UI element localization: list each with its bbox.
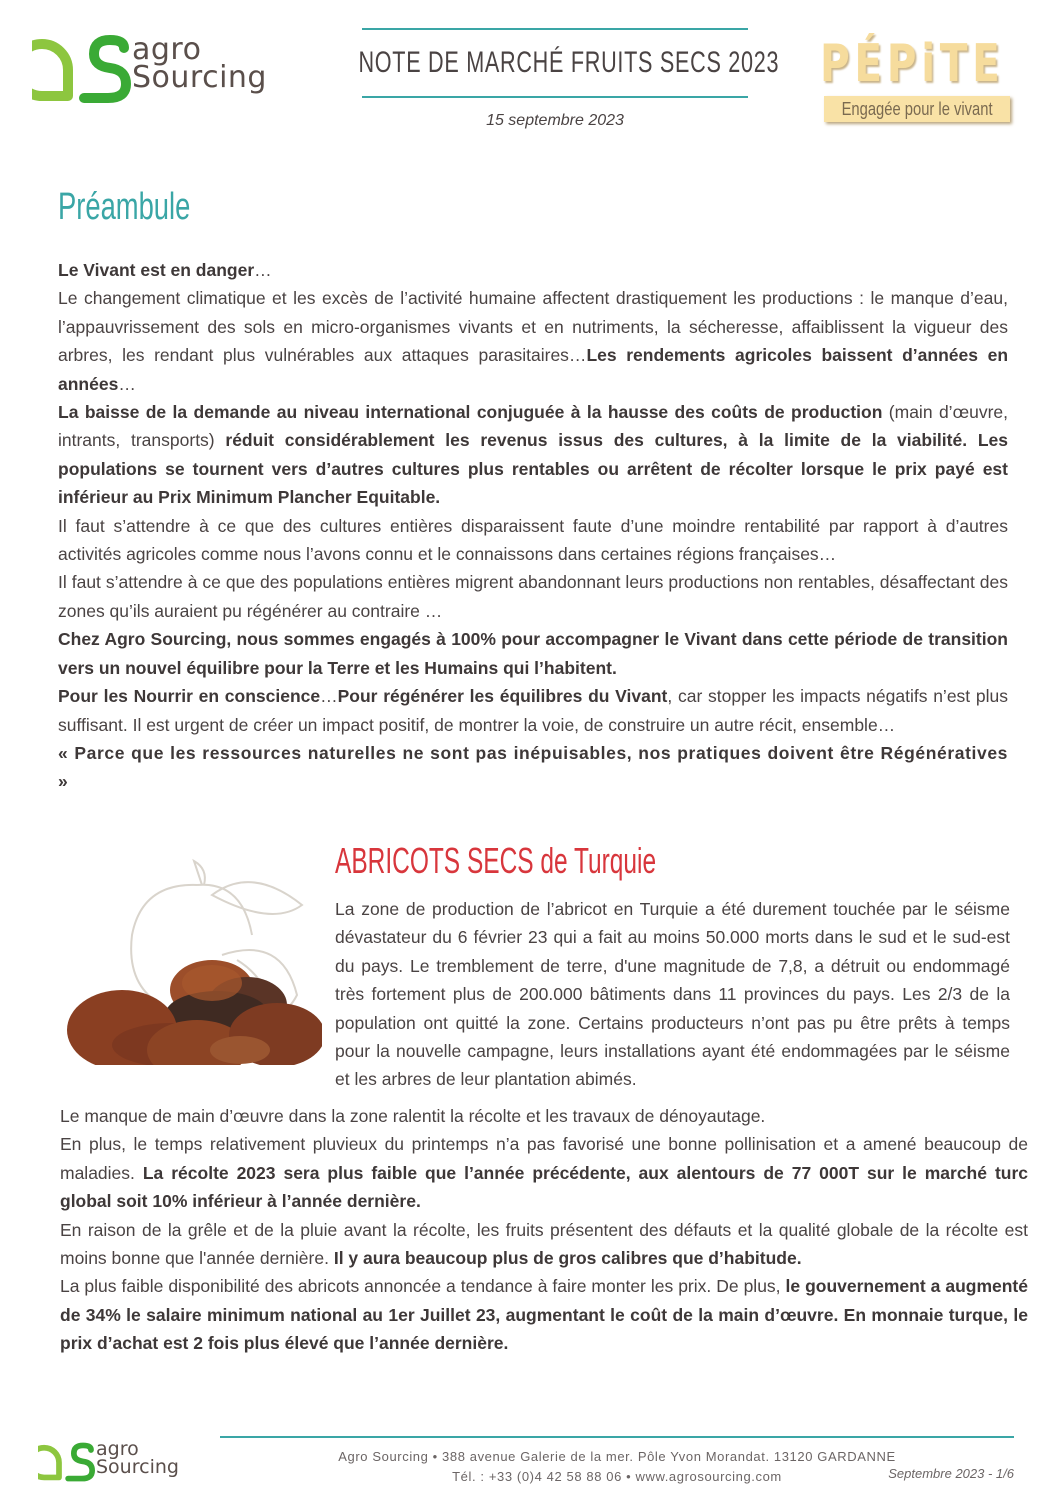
footer-page-number: Septembre 2023 - 1/6 [888,1466,1014,1481]
dried-apricots-image [62,855,322,1065]
text: La plus faible disponibilité des abricots annoncée a tendance à faire monter les prix. De plus, [60,1276,786,1297]
bold-text: Il y aura beaucoup plus de gros calibres que d’habitude. [333,1248,802,1269]
section-heading-preambule: Préambule [58,186,191,228]
quote-paragraph [58,739,1008,796]
title-top-rule [362,28,748,30]
bold-text: réduit considérablement les revenus issus des cultures, à la limite de la viabilité. Les populations se tournent vers d’autres cultures plus rentables ou arrêtent de récolter lorsque le prix payé est inférieur au Prix Minimum Plancher Equitable. [58,430,1008,508]
paragraph [58,625,1008,682]
footer-contact: Tél. : +33 (0)4 42 58 88 06 • www.agrosourcing.com [452,1469,782,1484]
paragraph [60,1216,1028,1273]
text: , car stopper les impacts négatifs n’est plus suffisant. Il est urgent de créer un impact positif, de montrer la voie, de construire un autre récit, ensemble… [58,686,1008,735]
footer-address: Agro Sourcing • 388 avenue Galerie de la mer. Pôle Yvon Morandat. 13120 GARDANNE [338,1449,896,1464]
logo-line1: agro [132,32,202,67]
paragraph: Il faut s’attendre à ce que des cultures entières disparaissent faute d’une moindre rentabilité par rapport à d’autres activités agricoles comme nous l’avons connu et le connaissons dans certaines régions françaises… [58,515,1008,565]
footer-address-block [220,1447,1014,1487]
as-logo-mark-icon [38,1442,96,1482]
title-bottom-rule [362,96,748,98]
bold-text: le gouvernement a augmenté de 34% le salaire minimum national au 1er Juillet 23, augmentant le coût de la main d’œuvre. En monnaie turque, le prix d’achat est 2 fois plus élevé que l’année dernière. [60,1276,1028,1354]
paragraph [58,256,1008,284]
paragraph: Il faut s’attendre à ce que des populations entières migrent abandonnant leurs productions non rentables, désaffectant des zones qu’ils auraient pu régénérer au contraire … [58,572,1008,621]
paragraph [60,1272,1028,1357]
bold-text: Pour les Nourrir en conscience [58,686,321,707]
text: Le changement climatique et les excès de l’activité humaine affectent drastiquement les productions : le manque d’eau, l’appauvrissement des sols en micro-organismes vivants et en nutriments, la sécheresse, affaiblissent la vigueur des arbres, les rendant plus vulnérables aux attaques parasitaires… [58,288,1008,366]
logo-line2: Sourcing [132,60,267,95]
agro-sourcing-logo [32,34,292,104]
footer-logo-line1: agro [96,1438,139,1460]
section-heading-abricots: ABRICOTS SECS de Turquie [335,840,657,881]
paragraph [58,398,1008,512]
text: … [320,686,338,707]
bold-text: Les rendements agricoles baissent d’années en années [58,345,1009,394]
abricots-intro [335,895,1010,1094]
paragraph: Le manque de main d’œuvre dans la zone ralentit la récolte et les travaux de dénoyautage. [60,1106,766,1126]
footer-logo-line2: Sourcing [96,1456,179,1478]
pepite-badge [820,36,1016,128]
paragraph [58,682,1008,739]
paragraph [58,284,1008,398]
abricots-body [60,1102,1028,1358]
document-title: NOTE DE MARCHÉ FRUITS SECS 2023 [358,46,780,79]
bold-quote: « Parce que les ressources naturelles ne sont pas inépuisables, nos pratiques doivent être Régénératives » [58,742,1008,792]
bold-text: La baisse de la demande au niveau international conjuguée à la hausse des coûts de production [58,402,883,423]
footer-logo [38,1440,198,1484]
bold-text: Le Vivant est en danger [58,260,255,280]
as-logo-mark-icon [32,34,132,104]
text: En plus, le temps relativement pluvieux du printemps n’a pas favorisé une bonne pollinisation et a amené beaucoup de maladies. [60,1134,1028,1183]
preambule-body [58,256,1008,796]
footer-rule [220,1436,1014,1438]
paragraph: La zone de production de l’abricot en Turquie a été durement touchée par le séisme dévastateur du 6 février 23 qui a fait au moins 50.000 morts dans le sud et le sud-est du pays. Le tremblement de terre, d'une magnitude de 7,8, a détruit ou endommagé très fortement plus de 200.000 bâtiments dans 11 provinces du pays. Les 2/3 de la population ont quitté la zone. Certains producteurs n’ont pas pu être prêts à temps pour la nouvelle campagne, leurs installations ayant été endommagées par le séisme et les arbres de leur plantation abimés. [335,899,1010,1090]
pepite-tagline-text: Engagée pour le vivant [841,99,993,119]
pepite-tagline [824,96,1010,122]
text: En raison de la grêle et de la pluie avant la récolte, les fruits présentent des défauts et la qualité globale de la récolte est moins bonne que l'année dernière. [60,1219,1028,1269]
bold-text: Chez Agro Sourcing, nous sommes engagés à 100% pour accompagner le Vivant dans cette période de transition vers un nouvel équilibre pour la Terre et les Humains qui l’habitent. [58,629,1008,678]
pepite-wordmark: PÉPiTE [820,34,1005,94]
apricots-pile [67,960,322,1065]
text: … [254,260,272,280]
document-date: 15 septembre 2023 [486,112,624,129]
bold-text: La récolte 2023 sera plus faible que l’année précédente, aux alentours de 77 000T sur le marché turc global soit 10% inférieur à l’année dernière. [60,1162,1028,1212]
bold-text: Pour régénérer les équilibres du Vivant [337,686,668,707]
paragraph [60,1130,1028,1215]
text: … [118,373,136,394]
title-block [358,28,780,98]
text: (main d’œuvre, intrants, transports) [58,402,1008,451]
